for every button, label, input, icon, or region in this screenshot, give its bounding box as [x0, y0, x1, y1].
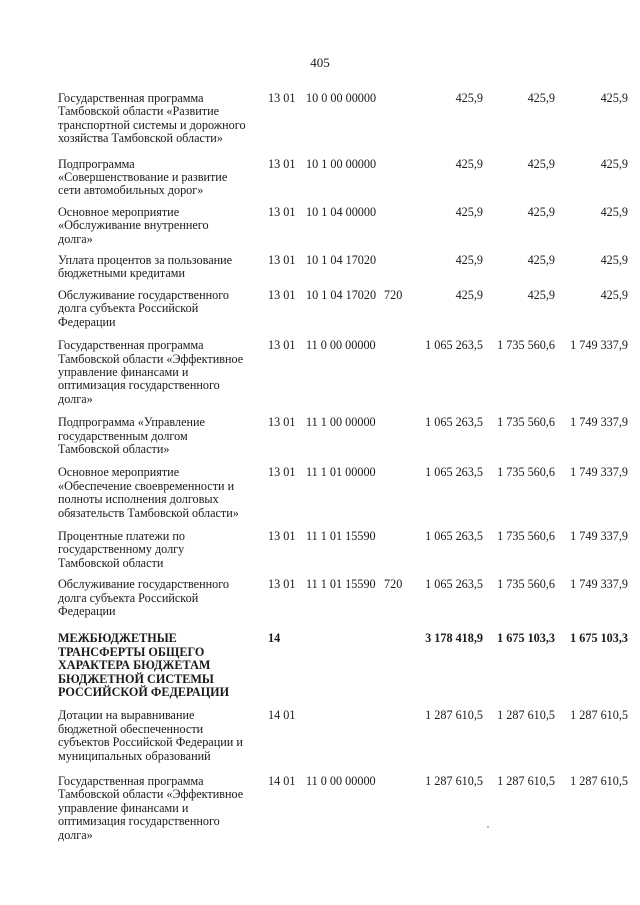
row-name-line: Процентные платежи по: [58, 528, 185, 543]
table-row: [58, 92, 630, 146]
rz-pr-code: 14: [268, 631, 281, 646]
rz-pr-code: 14 01: [268, 774, 296, 789]
value-year-1: 1 287 610,5: [425, 708, 483, 723]
rz-pr-code: 13 01: [268, 156, 296, 171]
row-name-line: «Совершенствование и развитие: [58, 170, 228, 185]
row-name-line: Основное мероприятие: [58, 204, 180, 219]
csr-code: 11 1 00 00000: [306, 415, 376, 430]
csr-code: 11 1 01 00000: [306, 465, 376, 480]
row-name-line: Тамбовской области «Развитие: [58, 104, 220, 119]
value-year-3: 1 675 103,3: [570, 631, 628, 646]
row-name-line: муниципальных образований: [58, 748, 211, 763]
row-name: [58, 289, 263, 329]
row-name-line: Государственная программа: [58, 338, 204, 353]
row-name-line: «Обеспечение своевременности и: [58, 478, 235, 493]
row-name-line: МЕЖБЮДЖЕТНЫЕ: [58, 631, 177, 646]
row-name-line: долга»: [58, 231, 93, 246]
row-name: [58, 466, 263, 520]
row-name-line: «Обслуживание внутреннего: [58, 218, 209, 233]
row-name-line: долга»: [58, 827, 93, 842]
value-year-1: 1 287 610,5: [425, 774, 483, 789]
row-name-line: Дотации на выравнивание: [58, 708, 195, 723]
value-year-1: 1 065 263,5: [425, 465, 483, 480]
csr-code: 10 1 04 00000: [306, 204, 377, 219]
value-year-1: 425,9: [455, 287, 483, 302]
row-name: [58, 206, 263, 246]
csr-code: 10 1 04 17020: [306, 253, 377, 268]
value-year-1: 1 065 263,5: [425, 338, 483, 353]
row-name: [58, 632, 263, 699]
table-row: [58, 709, 630, 763]
row-name-line: Основное мероприятие: [58, 465, 180, 480]
row-name-line: Подпрограмма: [58, 156, 135, 171]
value-year-3: 425,9: [600, 204, 628, 219]
row-name-line: транспортной системы и дорожного: [58, 117, 246, 132]
vr-code: 720: [384, 577, 403, 592]
value-year-2: 425,9: [527, 287, 555, 302]
csr-code: 11 0 00 00000: [306, 774, 376, 789]
value-year-2: 425,9: [527, 91, 555, 105]
rz-pr-code: 13 01: [268, 253, 296, 268]
value-year-2: 1 287 610,5: [497, 708, 555, 723]
row-name-line: долга субъекта Российской: [58, 301, 199, 316]
table-row: [58, 339, 630, 406]
value-year-1: 1 065 263,5: [425, 577, 483, 592]
value-year-3: 1 287 610,5: [570, 774, 628, 789]
rz-pr-code: 13 01: [268, 415, 296, 430]
value-year-2: 1 675 103,3: [497, 631, 555, 646]
row-name-line: долга»: [58, 391, 93, 406]
row-name-line: бюджетной обеспеченности: [58, 721, 204, 736]
row-name: [58, 775, 263, 842]
table-row: [58, 578, 630, 618]
rz-pr-code: 13 01: [268, 338, 296, 353]
value-year-2: 1 735 560,6: [497, 338, 555, 353]
value-year-1: 1 065 263,5: [425, 415, 483, 430]
row-name-line: Федерации: [58, 314, 116, 329]
row-name-line: Тамбовской области: [58, 555, 164, 570]
row-name-line: бюджетными кредитами: [58, 266, 185, 281]
row-name: [58, 158, 263, 198]
row-name-line: долга субъекта Российской: [58, 590, 199, 605]
row-name-line: Подпрограмма «Управление: [58, 415, 205, 430]
value-year-1: 425,9: [455, 156, 483, 171]
row-name-line: оптимизация государственного: [58, 814, 220, 829]
value-year-3: 1 287 610,5: [570, 708, 628, 723]
csr-code: 10 0 00 00000: [306, 91, 377, 105]
row-name-line: субъектов Российской Федерации и: [58, 735, 243, 750]
budget-table: [58, 92, 630, 842]
row-name-line: управление финансами и: [58, 364, 189, 379]
row-name-line: государственным долгом: [58, 428, 188, 443]
row-name-line: Обслуживание государственного: [58, 287, 229, 302]
value-year-1: 425,9: [455, 204, 483, 219]
rz-pr-code: 13 01: [268, 91, 296, 105]
row-name-line: ТРАНСФЕРТЫ ОБЩЕГО: [58, 644, 205, 659]
value-year-3: 1 749 337,9: [570, 577, 628, 592]
value-year-2: 1 735 560,6: [497, 577, 555, 592]
table-row: [58, 775, 630, 842]
rz-pr-code: 13 01: [268, 528, 296, 543]
scan-speck: [487, 826, 489, 828]
value-year-2: 1 735 560,6: [497, 415, 555, 430]
row-name: [58, 578, 263, 618]
value-year-2: 425,9: [527, 156, 555, 171]
row-name: [58, 709, 263, 763]
csr-code: 10 1 04 17020: [306, 287, 377, 302]
row-name-line: сети автомобильных дорог»: [58, 183, 204, 198]
value-year-3: 1 749 337,9: [570, 528, 628, 543]
value-year-3: 1 749 337,9: [570, 465, 628, 480]
value-year-3: 425,9: [600, 253, 628, 268]
table-row: [58, 466, 630, 520]
value-year-1: 3 178 418,9: [425, 631, 483, 646]
row-name-line: хозяйства Тамбовской области»: [58, 131, 223, 146]
row-name-line: БЮДЖЕТНОЙ СИСТЕМЫ: [58, 671, 214, 686]
row-name-line: управление финансами и: [58, 800, 189, 815]
row-name-line: Тамбовской области»: [58, 441, 170, 456]
rz-pr-code: 13 01: [268, 577, 296, 592]
table-row: [58, 289, 630, 329]
row-name: [58, 416, 263, 456]
row-name-line: Обслуживание государственного: [58, 577, 229, 592]
value-year-2: 1 287 610,5: [497, 774, 555, 789]
row-name-line: полноты исполнения долговых: [58, 492, 219, 507]
row-name: [58, 92, 263, 146]
value-year-1: 425,9: [455, 253, 483, 268]
csr-code: 11 1 01 15590: [306, 528, 376, 543]
value-year-2: 425,9: [527, 204, 555, 219]
table-row-section: [58, 632, 630, 699]
row-name-line: ХАРАКТЕРА БЮДЖЕТАМ: [58, 658, 211, 673]
value-year-3: 425,9: [600, 156, 628, 171]
row-name-line: Государственная программа: [58, 91, 204, 105]
row-name-line: обязательств Тамбовской области»: [58, 505, 239, 520]
value-year-2: 1 735 560,6: [497, 465, 555, 480]
table-row: [58, 530, 630, 570]
vr-code: 720: [384, 287, 403, 302]
value-year-1: 425,9: [455, 91, 483, 105]
rz-pr-code: 13 01: [268, 465, 296, 480]
value-year-3: 425,9: [600, 287, 628, 302]
table-row: [58, 416, 630, 456]
rz-pr-code: 13 01: [268, 287, 296, 302]
value-year-3: 425,9: [600, 91, 628, 105]
value-year-2: 1 735 560,6: [497, 528, 555, 543]
table-row: [58, 206, 630, 246]
table-row: [58, 254, 630, 281]
row-name-line: Тамбовской области «Эффективное: [58, 351, 244, 366]
value-year-1: 1 065 263,5: [425, 528, 483, 543]
value-year-2: 425,9: [527, 253, 555, 268]
rz-pr-code: 14 01: [268, 708, 296, 723]
row-name-line: Федерации: [58, 604, 116, 618]
row-name-line: Тамбовской области «Эффективное: [58, 787, 244, 802]
row-name-line: государственному долгу: [58, 542, 185, 557]
row-name-line: Государственная программа: [58, 774, 204, 789]
row-name: [58, 254, 263, 281]
row-name-line: оптимизация государственного: [58, 378, 220, 393]
csr-code: 10 1 00 00000: [306, 156, 377, 171]
value-year-3: 1 749 337,9: [570, 415, 628, 430]
row-name-line: РОССИЙСКОЙ ФЕДЕРАЦИИ: [58, 685, 230, 700]
table-row: [58, 158, 630, 198]
value-year-3: 1 749 337,9: [570, 338, 628, 353]
csr-code: 11 1 01 15590: [306, 577, 376, 592]
csr-code: 11 0 00 00000: [306, 338, 376, 353]
row-name: [58, 339, 263, 406]
row-name-line: Уплата процентов за пользование: [58, 253, 233, 268]
page-number: 405: [310, 55, 330, 70]
rz-pr-code: 13 01: [268, 204, 296, 219]
row-name: [58, 530, 263, 570]
